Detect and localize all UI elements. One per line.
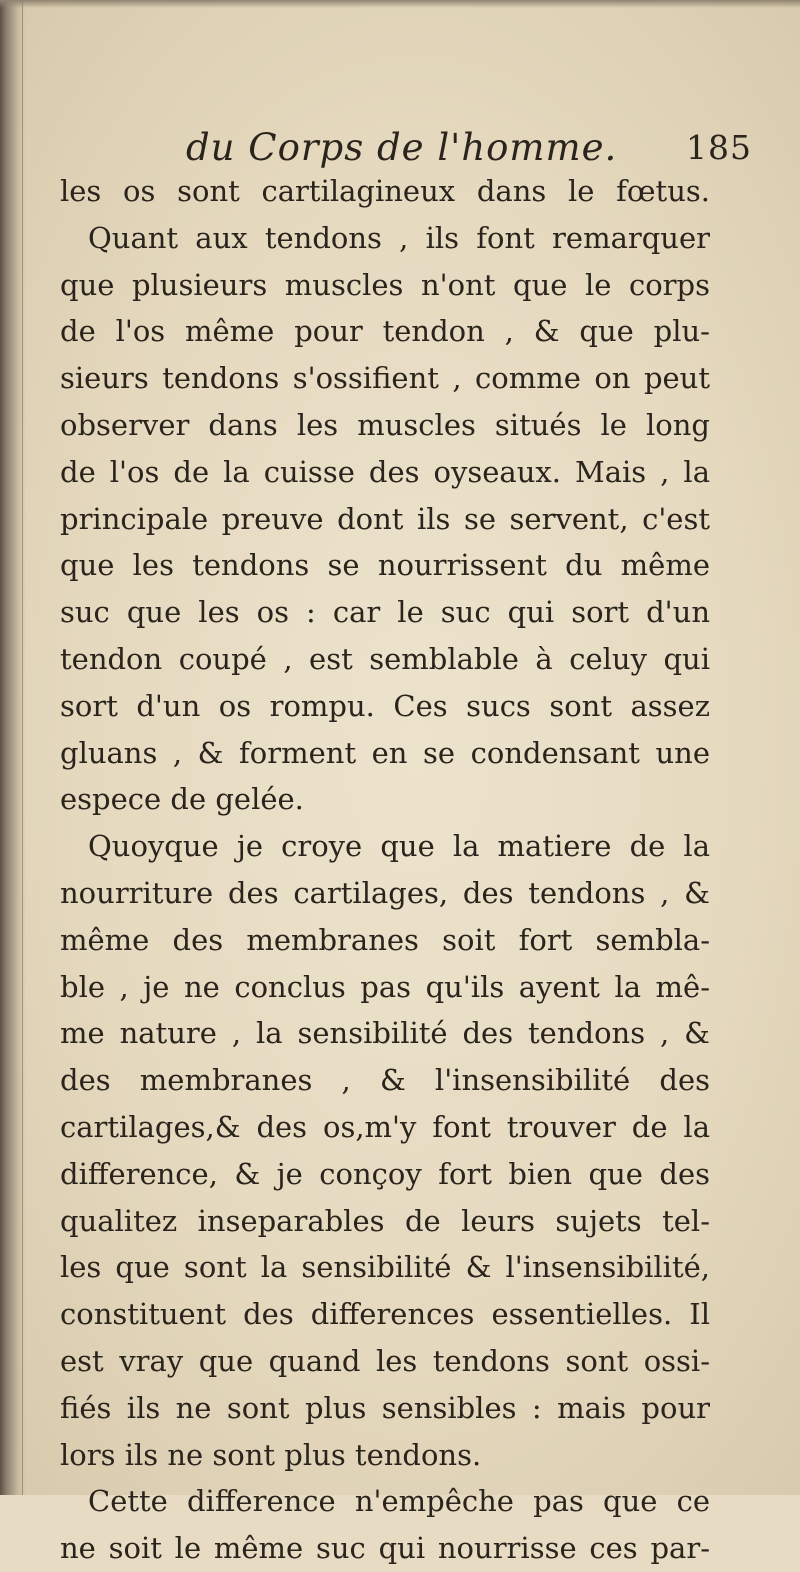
running-head [60, 120, 752, 170]
text-line: me nature , la sensibilité des tendons , & [60, 1016, 710, 1051]
text-line: Quoyque je croye que la matiere de la [88, 829, 710, 864]
text-line: gluans , & forment en se condensant une [60, 735, 710, 770]
text-line: nourriture des cartilages, des tendons , & [60, 875, 710, 910]
text-line: sort d'un os rompu. Ces sucs sont assez [60, 688, 710, 723]
top-edge [0, 0, 800, 8]
text-line: difference, & je conçoy fort bien que des [60, 1156, 710, 1191]
page-number: 185 [686, 128, 752, 167]
text-line: les que sont la sensibilité & l'insensibilité, [60, 1250, 710, 1285]
text-line: lors ils ne sont plus tendons. [60, 1437, 482, 1472]
text-line: ne soit le même suc qui nourrisse ces par- [60, 1531, 710, 1566]
text-line: des membranes , & l'insensibilité des [60, 1063, 710, 1098]
spine-edge [22, 0, 23, 1495]
text-line: de l'os même pour tendon , & que plu- [60, 314, 710, 349]
text-line: sieurs tendons s'ossifient , comme on peut [60, 361, 710, 396]
text-line: même des membranes soit fort sembla- [60, 922, 710, 957]
text-line: tendon coupé , est semblable à celuy qui [60, 641, 710, 676]
text-line: que les tendons se nourrissent du même [60, 548, 710, 583]
text-line: fiés ils ne sont plus sensibles : mais pour [60, 1390, 710, 1425]
text-line: principale preuve dont ils se servent, c'est [60, 501, 710, 536]
text-line: qualitez inseparables de leurs sujets tel- [60, 1203, 710, 1238]
text-line: cartilages,& des os,m'y font trouver de la [60, 1109, 710, 1144]
text-line: est vray que quand les tendons sont ossi- [60, 1343, 710, 1378]
text-line: suc que les os : car le suc qui sort d'un [60, 595, 710, 630]
text-line: ble , je ne conclus pas qu'ils ayent la mê- [60, 969, 710, 1004]
text-line: Cette difference n'empêche pas que ce [88, 1484, 710, 1519]
running-head-title: du Corps de l'homme. [186, 126, 618, 169]
text-line: les os sont cartilagineux dans le fœtus. [60, 174, 710, 208]
text-line: Quant aux tendons , ils font remarquer [88, 220, 710, 255]
text-line: espece de gelée. [60, 782, 304, 817]
text-line: que plusieurs muscles n'ont que le corps [60, 267, 710, 302]
text-line: constituent des differences essentielles. Il [60, 1297, 710, 1332]
body-text [60, 168, 710, 1572]
text-line: observer dans les muscles situés le long [60, 407, 710, 442]
text-line: de l'os de la cuisse des oyseaux. Mais , la [60, 454, 710, 489]
